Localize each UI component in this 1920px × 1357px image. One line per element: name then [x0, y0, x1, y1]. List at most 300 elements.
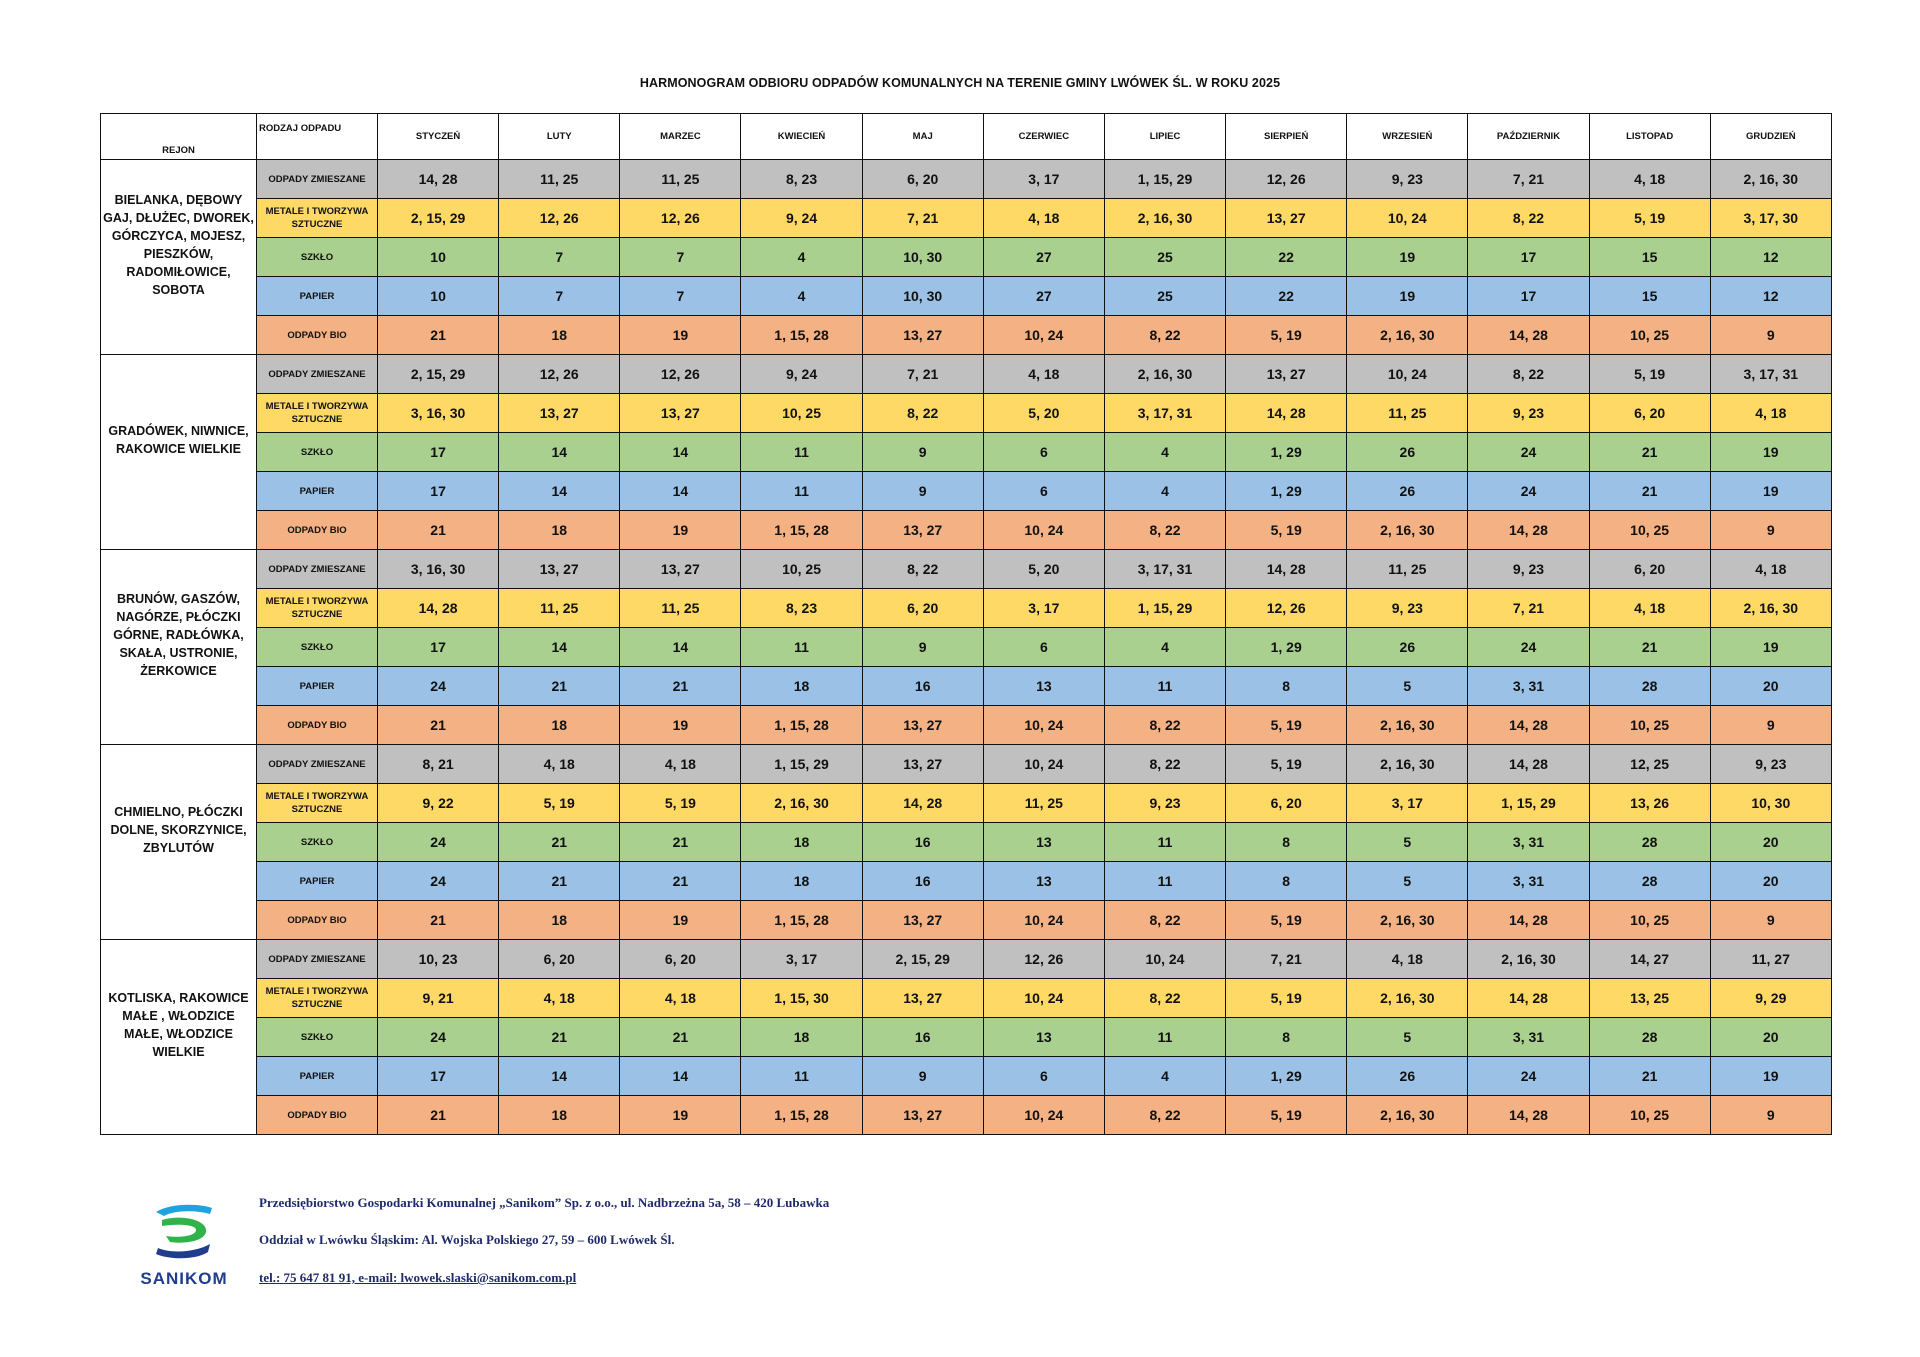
pickup-dates-cell: 21 — [1589, 1057, 1710, 1096]
pickup-dates-cell: 14, 28 — [1468, 316, 1589, 355]
pickup-dates-cell: 4, 18 — [620, 979, 741, 1018]
header-month: MARZEC — [620, 114, 741, 160]
waste-type-label: METALE I TWORZYWA SZTUCZNE — [257, 784, 378, 823]
header-month: LIPIEC — [1104, 114, 1225, 160]
pickup-dates-cell: 21 — [499, 862, 620, 901]
pickup-dates-cell: 11, 25 — [1347, 550, 1468, 589]
pickup-dates-cell: 4, 18 — [983, 355, 1104, 394]
pickup-dates-cell: 8, 22 — [1104, 706, 1225, 745]
pickup-dates-cell: 10, 24 — [983, 979, 1104, 1018]
schedule-row — [101, 355, 1832, 394]
schedule-row — [101, 1057, 1832, 1096]
schedule-row — [101, 940, 1832, 979]
pickup-dates-cell: 19 — [620, 316, 741, 355]
pickup-dates-cell: 10, 30 — [862, 238, 983, 277]
pickup-dates-cell: 2, 16, 30 — [1710, 160, 1831, 199]
pickup-dates-cell: 19 — [620, 1096, 741, 1135]
pickup-dates-cell: 24 — [1468, 433, 1589, 472]
pickup-dates-cell: 1, 15, 29 — [1104, 589, 1225, 628]
pickup-dates-cell: 7 — [620, 238, 741, 277]
pickup-dates-cell: 2, 16, 30 — [1347, 316, 1468, 355]
pickup-dates-cell: 9, 21 — [378, 979, 499, 1018]
pickup-dates-cell: 21 — [620, 1018, 741, 1057]
pickup-dates-cell: 21 — [620, 667, 741, 706]
pickup-dates-cell: 1, 15, 30 — [741, 979, 862, 1018]
pickup-dates-cell: 13, 27 — [862, 1096, 983, 1135]
pickup-dates-cell: 11, 25 — [620, 160, 741, 199]
pickup-dates-cell: 2, 16, 30 — [1347, 901, 1468, 940]
pickup-dates-cell: 18 — [499, 901, 620, 940]
pickup-dates-cell: 8, 22 — [862, 550, 983, 589]
pickup-dates-cell: 8, 22 — [1104, 745, 1225, 784]
waste-type-label: METALE I TWORZYWA SZTUCZNE — [257, 589, 378, 628]
schedule-row — [101, 238, 1832, 277]
pickup-dates-cell: 18 — [499, 511, 620, 550]
pickup-dates-cell: 12, 26 — [499, 199, 620, 238]
pickup-dates-cell: 9 — [1710, 706, 1831, 745]
pickup-dates-cell: 2, 16, 30 — [1347, 511, 1468, 550]
pickup-dates-cell: 4, 18 — [499, 745, 620, 784]
pickup-dates-cell: 4 — [741, 238, 862, 277]
pickup-dates-cell: 11, 25 — [499, 589, 620, 628]
pickup-dates-cell: 7, 21 — [1468, 589, 1589, 628]
pickup-dates-cell: 10, 24 — [1347, 199, 1468, 238]
pickup-dates-cell: 5 — [1347, 823, 1468, 862]
pickup-dates-cell: 21 — [1589, 472, 1710, 511]
pickup-dates-cell: 9 — [1710, 901, 1831, 940]
pickup-dates-cell: 21 — [620, 823, 741, 862]
pickup-dates-cell: 18 — [741, 862, 862, 901]
pickup-dates-cell: 1, 15, 28 — [741, 511, 862, 550]
pickup-dates-cell: 7 — [620, 277, 741, 316]
pickup-dates-cell: 21 — [378, 511, 499, 550]
pickup-dates-cell: 4, 18 — [983, 199, 1104, 238]
pickup-dates-cell: 8, 22 — [1104, 901, 1225, 940]
schedule-row — [101, 823, 1832, 862]
region-name-text: GRADÓWEK, NIWNICE, RAKOWICE WIELKIE — [108, 424, 249, 456]
pickup-dates-cell: 7, 21 — [862, 355, 983, 394]
pickup-dates-cell: 14, 28 — [378, 589, 499, 628]
pickup-dates-cell: 10 — [378, 277, 499, 316]
pickup-dates-cell: 10, 25 — [1589, 1096, 1710, 1135]
waste-type-label: SZKŁO — [257, 1018, 378, 1057]
pickup-dates-cell: 22 — [1226, 277, 1347, 316]
pickup-dates-cell: 13 — [983, 1018, 1104, 1057]
pickup-dates-cell: 1, 15, 29 — [741, 745, 862, 784]
pickup-dates-cell: 4, 18 — [1347, 940, 1468, 979]
pickup-dates-cell: 19 — [620, 706, 741, 745]
pickup-dates-cell: 7, 21 — [862, 199, 983, 238]
pickup-dates-cell: 14, 28 — [1226, 394, 1347, 433]
pickup-dates-cell: 14 — [620, 472, 741, 511]
pickup-dates-cell: 13 — [983, 667, 1104, 706]
header-row — [101, 114, 1832, 160]
waste-type-label: METALE I TWORZYWA SZTUCZNE — [257, 394, 378, 433]
waste-type-label: PAPIER — [257, 1057, 378, 1096]
pickup-dates-cell: 9, 23 — [1710, 745, 1831, 784]
sanikom-logo-mark-icon — [152, 1202, 216, 1262]
pickup-dates-cell: 3, 31 — [1468, 862, 1589, 901]
pickup-dates-cell: 2, 15, 29 — [378, 199, 499, 238]
pickup-dates-cell: 3, 17 — [983, 589, 1104, 628]
schedule-row — [101, 589, 1832, 628]
page-title: HARMONOGRAM ODBIORU ODPADÓW KOMUNALNYCH NA TERENIE GMINY LWÓWEK ŚL. W ROKU 2025 — [639, 76, 1281, 90]
sanikom-logo — [124, 1202, 244, 1292]
waste-type-label: ODPADY BIO — [257, 1096, 378, 1135]
waste-type-label: ODPADY BIO — [257, 511, 378, 550]
schedule-row — [101, 160, 1832, 199]
pickup-dates-cell: 3, 31 — [1468, 667, 1589, 706]
schedule-row — [101, 667, 1832, 706]
pickup-dates-cell: 21 — [1589, 433, 1710, 472]
pickup-dates-cell: 24 — [378, 1018, 499, 1057]
pickup-dates-cell: 5, 19 — [1226, 745, 1347, 784]
pickup-dates-cell: 13, 27 — [499, 550, 620, 589]
pickup-dates-cell: 20 — [1710, 1018, 1831, 1057]
pickup-dates-cell: 10, 24 — [983, 1096, 1104, 1135]
schedule-row — [101, 745, 1832, 784]
pickup-dates-cell: 18 — [499, 1096, 620, 1135]
pickup-dates-cell: 12, 25 — [1589, 745, 1710, 784]
waste-type-label: ODPADY BIO — [257, 706, 378, 745]
pickup-dates-cell: 18 — [499, 316, 620, 355]
pickup-dates-cell: 3, 17 — [1347, 784, 1468, 823]
pickup-dates-cell: 11 — [741, 433, 862, 472]
pickup-dates-cell: 17 — [1468, 277, 1589, 316]
waste-type-label: METALE I TWORZYWA SZTUCZNE — [257, 979, 378, 1018]
pickup-dates-cell: 21 — [620, 862, 741, 901]
pickup-dates-cell: 4, 18 — [1710, 550, 1831, 589]
pickup-dates-cell: 4, 18 — [1589, 160, 1710, 199]
pickup-dates-cell: 3, 17 — [741, 940, 862, 979]
pickup-dates-cell: 5, 20 — [983, 394, 1104, 433]
pickup-dates-cell: 9 — [862, 433, 983, 472]
schedule-row — [101, 862, 1832, 901]
pickup-dates-cell: 8, 22 — [1468, 355, 1589, 394]
pickup-dates-cell: 18 — [741, 1018, 862, 1057]
pickup-dates-cell: 11 — [741, 1057, 862, 1096]
pickup-dates-cell: 11 — [741, 472, 862, 511]
footer-company-line: Przedsiębiorstwo Gospodarki Komunalnej „Sanikom” Sp. z o.o., ul. Nadbrzeżna 5a, 58 – 420 Lubawka — [259, 1195, 830, 1210]
pickup-dates-cell: 8, 21 — [378, 745, 499, 784]
pickup-dates-cell: 6 — [983, 472, 1104, 511]
pickup-dates-cell: 1, 29 — [1226, 433, 1347, 472]
pickup-dates-cell: 3, 17, 31 — [1710, 355, 1831, 394]
pickup-dates-cell: 21 — [1589, 628, 1710, 667]
pickup-dates-cell: 5, 20 — [983, 550, 1104, 589]
pickup-dates-cell: 9 — [1710, 511, 1831, 550]
pickup-dates-cell: 19 — [1347, 238, 1468, 277]
pickup-dates-cell: 8, 22 — [1104, 1096, 1225, 1135]
pickup-dates-cell: 19 — [1710, 472, 1831, 511]
pickup-dates-cell: 4 — [741, 277, 862, 316]
pickup-dates-cell: 6, 20 — [620, 940, 741, 979]
pickup-dates-cell: 28 — [1589, 667, 1710, 706]
pickup-dates-cell: 13, 27 — [862, 316, 983, 355]
pickup-dates-cell: 4, 18 — [620, 745, 741, 784]
waste-type-label: PAPIER — [257, 862, 378, 901]
pickup-dates-cell: 21 — [378, 706, 499, 745]
pickup-dates-cell: 7 — [499, 277, 620, 316]
header-month: SIERPIEŃ — [1226, 114, 1347, 160]
pickup-dates-cell: 28 — [1589, 1018, 1710, 1057]
pickup-dates-cell: 1, 15, 28 — [741, 1096, 862, 1135]
pickup-dates-cell: 8, 23 — [741, 589, 862, 628]
pickup-dates-cell: 5, 19 — [1226, 316, 1347, 355]
pickup-dates-cell: 9, 24 — [741, 199, 862, 238]
pickup-dates-cell: 10, 24 — [983, 706, 1104, 745]
pickup-dates-cell: 21 — [378, 901, 499, 940]
region-name-text: BIELANKA, DĘBOWY GAJ, DŁUŻEC, DWOREK, GÓRCZYCA, MOJESZ, PIESZKÓW, RADOMIŁOWICE, SOBOTA — [103, 193, 254, 297]
pickup-dates-cell: 2, 16, 30 — [1468, 940, 1589, 979]
pickup-dates-cell: 10, 30 — [1710, 784, 1831, 823]
schedule-row — [101, 901, 1832, 940]
pickup-dates-cell: 2, 16, 30 — [1104, 355, 1225, 394]
pickup-dates-cell: 5, 19 — [499, 784, 620, 823]
header-month: CZERWIEC — [983, 114, 1104, 160]
pickup-dates-cell: 14, 28 — [1226, 550, 1347, 589]
pickup-dates-cell: 12, 26 — [499, 355, 620, 394]
pickup-dates-cell: 13, 27 — [862, 745, 983, 784]
logo-text: SANIKOM — [140, 1269, 228, 1288]
pickup-dates-cell: 19 — [1710, 1057, 1831, 1096]
pickup-dates-cell: 17 — [1468, 238, 1589, 277]
pickup-dates-cell: 21 — [499, 667, 620, 706]
pickup-dates-cell: 4, 18 — [1589, 589, 1710, 628]
region-name-text: CHMIELNO, PŁÓCZKI DOLNE, SKORZYNICE, ZBYLUTÓW — [110, 805, 247, 855]
header-month: LISTOPAD — [1589, 114, 1710, 160]
pickup-dates-cell: 16 — [862, 667, 983, 706]
region-name — [101, 550, 257, 745]
waste-type-label: ODPADY BIO — [257, 901, 378, 940]
pickup-dates-cell: 11, 25 — [499, 160, 620, 199]
pickup-dates-cell: 14 — [499, 433, 620, 472]
pickup-dates-cell: 8, 22 — [1468, 199, 1589, 238]
header-month: KWIECIEŃ — [741, 114, 862, 160]
pickup-dates-cell: 12, 26 — [620, 199, 741, 238]
pickup-dates-cell: 13, 27 — [862, 706, 983, 745]
pickup-dates-cell: 9, 23 — [1347, 160, 1468, 199]
pickup-dates-cell: 1, 29 — [1226, 628, 1347, 667]
pickup-dates-cell: 24 — [1468, 472, 1589, 511]
pickup-dates-cell: 9, 29 — [1710, 979, 1831, 1018]
waste-type-label: SZKŁO — [257, 433, 378, 472]
pickup-dates-cell: 7, 21 — [1468, 160, 1589, 199]
region-name-text: KOTLISKA, RAKOWICE MAŁE , WŁODZICE MAŁE, WŁODZICE WIELKIE — [108, 991, 249, 1059]
region-name-text: BRUNÓW, GASZÓW, NAGÓRZE, PŁÓCZKI GÓRNE, RADŁÓWKA, SKAŁA, USTRONIE, ŻERKOWICE — [113, 592, 244, 678]
pickup-dates-cell: 17 — [378, 1057, 499, 1096]
pickup-dates-cell: 3, 17, 31 — [1104, 394, 1225, 433]
pickup-dates-cell: 1, 29 — [1226, 1057, 1347, 1096]
pickup-dates-cell: 13, 27 — [620, 394, 741, 433]
pickup-dates-cell: 9 — [862, 472, 983, 511]
pickup-dates-cell: 11, 27 — [1710, 940, 1831, 979]
pickup-dates-cell: 17 — [378, 628, 499, 667]
pickup-dates-cell: 12, 26 — [1226, 589, 1347, 628]
waste-type-label: PAPIER — [257, 667, 378, 706]
pickup-dates-cell: 13, 27 — [620, 550, 741, 589]
pickup-dates-cell: 20 — [1710, 823, 1831, 862]
pickup-dates-cell: 14, 28 — [378, 160, 499, 199]
pickup-dates-cell: 26 — [1347, 1057, 1468, 1096]
region-name — [101, 745, 257, 940]
pickup-dates-cell: 8, 23 — [741, 160, 862, 199]
schedule-row — [101, 199, 1832, 238]
pickup-dates-cell: 24 — [1468, 1057, 1589, 1096]
pickup-dates-cell: 13 — [983, 823, 1104, 862]
pickup-dates-cell: 1, 15, 28 — [741, 316, 862, 355]
region-name — [101, 160, 257, 355]
waste-type-label: PAPIER — [257, 277, 378, 316]
waste-type-label: ODPADY BIO — [257, 316, 378, 355]
pickup-dates-cell: 5 — [1347, 667, 1468, 706]
schedule-row — [101, 1018, 1832, 1057]
pickup-dates-cell: 28 — [1589, 823, 1710, 862]
pickup-dates-cell: 3, 16, 30 — [378, 550, 499, 589]
pickup-dates-cell: 5 — [1347, 1018, 1468, 1057]
header-rodzaj: RODZAJ ODPADU — [257, 114, 378, 160]
schedule-row — [101, 550, 1832, 589]
pickup-dates-cell: 10, 24 — [1347, 355, 1468, 394]
pickup-dates-cell: 9 — [862, 628, 983, 667]
pickup-dates-cell: 5, 19 — [1226, 1096, 1347, 1135]
pickup-dates-cell: 20 — [1710, 862, 1831, 901]
pickup-dates-cell: 17 — [378, 433, 499, 472]
footer-contact-line[interactable]: tel.: 75 647 81 91, e-mail: lwowek.slaski@sanikom.com.pl — [259, 1270, 577, 1285]
pickup-dates-cell: 2, 16, 30 — [1347, 745, 1468, 784]
pickup-dates-cell: 15 — [1589, 238, 1710, 277]
schedule-row — [101, 433, 1832, 472]
pickup-dates-cell: 18 — [741, 667, 862, 706]
waste-type-label: ODPADY ZMIESZANE — [257, 160, 378, 199]
pickup-dates-cell: 9 — [1710, 316, 1831, 355]
pickup-dates-cell: 14 — [620, 1057, 741, 1096]
header-month: PAŹDZIERNIK — [1468, 114, 1589, 160]
schedule-row — [101, 511, 1832, 550]
schedule-row — [101, 628, 1832, 667]
pickup-dates-cell: 6 — [983, 628, 1104, 667]
pickup-dates-cell: 13, 27 — [499, 394, 620, 433]
pickup-dates-cell: 6 — [983, 433, 1104, 472]
pickup-dates-cell: 3, 17, 31 — [1104, 550, 1225, 589]
pickup-dates-cell: 8, 22 — [1104, 316, 1225, 355]
pickup-dates-cell: 4, 18 — [1710, 394, 1831, 433]
region-name — [101, 940, 257, 1135]
pickup-dates-cell: 21 — [499, 1018, 620, 1057]
pickup-dates-cell: 8, 22 — [862, 394, 983, 433]
pickup-dates-cell: 8, 22 — [1104, 979, 1225, 1018]
waste-type-label: ODPADY ZMIESZANE — [257, 550, 378, 589]
pickup-dates-cell: 14, 28 — [1468, 901, 1589, 940]
pickup-dates-cell: 10, 25 — [1589, 316, 1710, 355]
pickup-dates-cell: 24 — [1468, 628, 1589, 667]
pickup-dates-cell: 24 — [378, 823, 499, 862]
pickup-dates-cell: 11 — [1104, 823, 1225, 862]
pickup-dates-cell: 26 — [1347, 472, 1468, 511]
pickup-dates-cell: 7, 21 — [1226, 940, 1347, 979]
pickup-dates-cell: 11, 25 — [620, 589, 741, 628]
pickup-dates-cell: 21 — [499, 823, 620, 862]
pickup-dates-cell: 10, 24 — [983, 511, 1104, 550]
pickup-dates-cell: 1, 15, 29 — [1104, 160, 1225, 199]
pickup-dates-cell: 9, 22 — [378, 784, 499, 823]
pickup-dates-cell: 26 — [1347, 433, 1468, 472]
pickup-dates-cell: 14, 28 — [862, 784, 983, 823]
pickup-dates-cell: 10, 24 — [1104, 940, 1225, 979]
schedule-row — [101, 277, 1832, 316]
schedule-row — [101, 316, 1832, 355]
footer-branch-line: Oddział w Lwówku Śląskim: Al. Wojska Polskiego 27, 59 – 600 Lwówek Śl. — [259, 1232, 675, 1247]
pickup-dates-cell: 10, 25 — [741, 550, 862, 589]
header-month: GRUDZIEŃ — [1710, 114, 1831, 160]
schedule-row — [101, 706, 1832, 745]
pickup-dates-cell: 1, 15, 29 — [1468, 784, 1589, 823]
pickup-dates-cell: 19 — [1347, 277, 1468, 316]
pickup-dates-cell: 4 — [1104, 628, 1225, 667]
pickup-dates-cell: 11 — [741, 628, 862, 667]
waste-type-label: PAPIER — [257, 472, 378, 511]
pickup-dates-cell: 3, 17, 30 — [1710, 199, 1831, 238]
pickup-dates-cell: 14 — [499, 1057, 620, 1096]
pickup-dates-cell: 13, 27 — [1226, 199, 1347, 238]
pickup-dates-cell: 1, 15, 28 — [741, 706, 862, 745]
pickup-dates-cell: 11 — [1104, 1018, 1225, 1057]
header-month: STYCZEŃ — [378, 114, 499, 160]
pickup-dates-cell: 8 — [1226, 862, 1347, 901]
pickup-dates-cell: 14 — [499, 472, 620, 511]
schedule-row — [101, 979, 1832, 1018]
pickup-dates-cell: 19 — [1710, 628, 1831, 667]
pickup-dates-cell: 13 — [983, 862, 1104, 901]
pickup-dates-cell: 10, 23 — [378, 940, 499, 979]
pickup-dates-cell: 9 — [1710, 1096, 1831, 1135]
pickup-dates-cell: 10, 25 — [1589, 706, 1710, 745]
pickup-dates-cell: 19 — [620, 901, 741, 940]
pickup-dates-cell: 24 — [378, 667, 499, 706]
pickup-dates-cell: 5, 19 — [1226, 979, 1347, 1018]
pickup-dates-cell: 18 — [499, 706, 620, 745]
pickup-dates-cell: 26 — [1347, 628, 1468, 667]
pickup-dates-cell: 6, 20 — [499, 940, 620, 979]
pickup-dates-cell: 25 — [1104, 238, 1225, 277]
pickup-dates-cell: 16 — [862, 1018, 983, 1057]
pickup-dates-cell: 13, 27 — [1226, 355, 1347, 394]
pickup-dates-cell: 21 — [378, 316, 499, 355]
pickup-dates-cell: 8, 22 — [1104, 511, 1225, 550]
pickup-dates-cell: 13, 27 — [862, 511, 983, 550]
pickup-dates-cell: 1, 15, 28 — [741, 901, 862, 940]
pickup-dates-cell: 12, 26 — [620, 355, 741, 394]
pickup-dates-cell: 16 — [862, 862, 983, 901]
pickup-dates-cell: 8 — [1226, 823, 1347, 862]
pickup-dates-cell: 14, 28 — [1468, 979, 1589, 1018]
header-month: WRZESIEŃ — [1347, 114, 1468, 160]
pickup-dates-cell: 9, 23 — [1468, 550, 1589, 589]
schedule-row — [101, 472, 1832, 511]
pickup-dates-cell: 6, 20 — [1589, 394, 1710, 433]
pickup-dates-cell: 9, 24 — [741, 355, 862, 394]
header-month: LUTY — [499, 114, 620, 160]
schedule-row — [101, 1096, 1832, 1135]
pickup-dates-cell: 2, 15, 29 — [862, 940, 983, 979]
pickup-dates-cell: 17 — [378, 472, 499, 511]
pickup-dates-cell: 10, 24 — [983, 745, 1104, 784]
schedule-row — [101, 394, 1832, 433]
pickup-dates-cell: 3, 17 — [983, 160, 1104, 199]
footer — [100, 1185, 1100, 1305]
pickup-dates-cell: 16 — [862, 823, 983, 862]
pickup-dates-cell: 2, 16, 30 — [1347, 706, 1468, 745]
